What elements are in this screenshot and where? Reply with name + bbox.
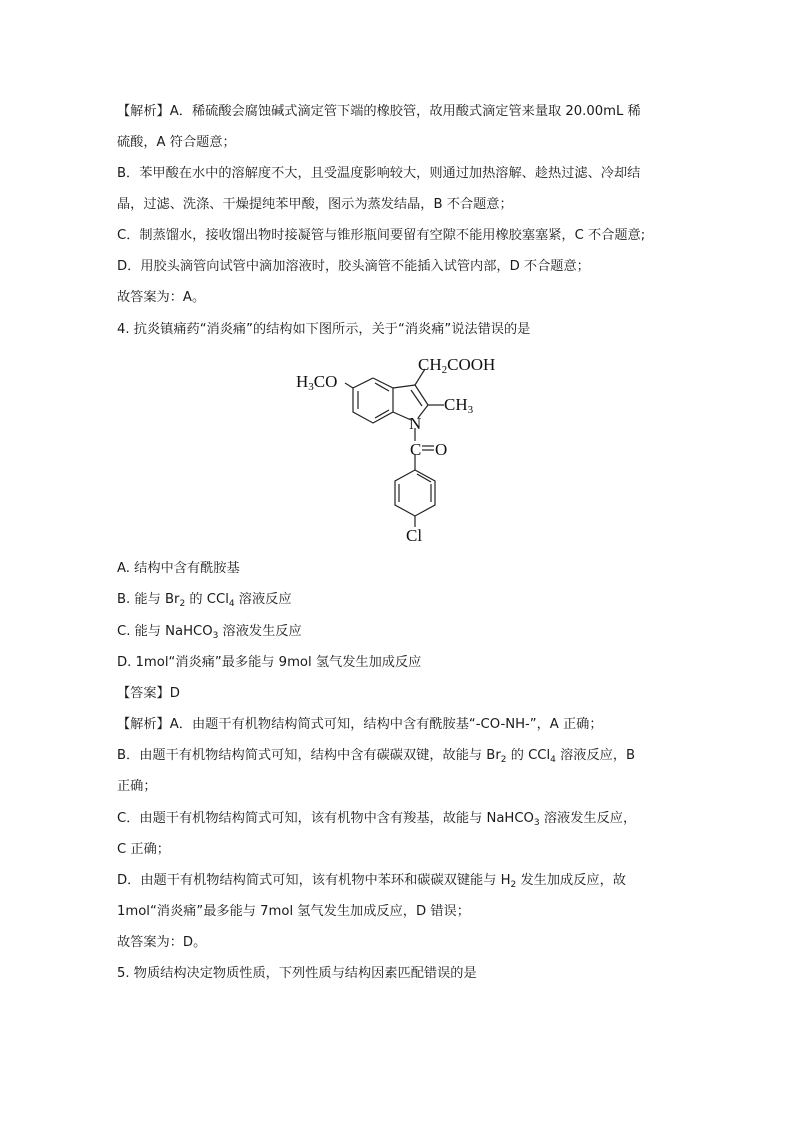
prev-solution-line-3: B．苯甲酸在水中的溶解度不大，且受温度影响较大，则通过加热溶解、趁热过滤、冷却结 — [117, 166, 641, 181]
carbonyl-oxygen-label: O — [435, 440, 448, 459]
answer-label: 【答案】D — [117, 686, 180, 701]
solution-b-line-1: B．由题干有机物结构简式可知，结构中含有碳碳双键，故能与 $Br_2$ 的 CCl$_4$ 溶液反应，B — [117, 748, 636, 765]
prev-solution-line-5: C．制蒸馏水，接收馏出物时接凝管与锥形瓶间要留有空隙不能用橡胶塞塞紧，C 不合题意; — [117, 228, 646, 243]
nitrogen-label: N — [409, 414, 422, 433]
option-d: D. 1mol“消炎痛”最多能与 9mol 氢气发生加成反应 — [117, 655, 422, 670]
solution-c-line-2: C 正确； — [117, 842, 170, 857]
acetic-acid-label: CH2COOH — [418, 355, 496, 376]
option-b: B. 能与 $Br_2$ 的 CCl$_4$ 溶液反应 — [117, 592, 292, 609]
final-answer: 故答案为：D。 — [117, 935, 207, 950]
prev-solution-line-7: 故答案为：A。 — [117, 290, 206, 305]
solution-b-line-2: 正确； — [117, 779, 157, 794]
prev-solution-line-4: 晶，过滤、洗涤、干燥提纯苯甲酸，图示为蒸发结晶，B 不合题意； — [117, 197, 513, 212]
solution-a: 【解析】A．由题干有机物结构简式可知，结构中含有酰胺基“-CO-NH-”，A 正确； — [117, 717, 603, 732]
prev-solution-line-2: 硫酸，A 符合题意； — [117, 135, 236, 150]
option-c: C. 能与 NaHCO$_3$ 溶液发生反应 — [117, 624, 302, 641]
carbonyl-carbon-label: C — [410, 440, 422, 459]
solution-c-line-1: C．由题干有机物结构简式可知，该有机物中含有羧基，故能与 NaHCO$_3$ 溶液发生反应， — [117, 811, 637, 828]
prev-solution-line-6: D．用胶头滴管向试管中滴加溶液时，胶头滴管不能插入试管内部，D 不合题意； — [117, 259, 590, 274]
prev-solution-line-1: 【解析】A．稀硫酸会腐蚀碱式滴定管下端的橡胶管，故用酸式滴定管来量取 20.00mL 稀 — [117, 104, 641, 119]
methyl-label: CH3 — [444, 395, 474, 416]
option-a: A. 结构中含有酰胺基 — [117, 561, 240, 576]
solution-d-line-2: 1mol“消炎痛”最多能与 7mol 氢气发生加成反应，D 错误； — [117, 904, 470, 919]
solution-d-line-1: D．由题干有机物结构简式可知，该有机物中苯环和碳碳双键能与 $H_2$ 发生加成反应，故 — [117, 873, 626, 890]
chlorine-label: Cl — [406, 526, 423, 545]
question-5-stem: 5. 物质结构决定物质性质，下列性质与结构因素匹配错误的是 — [117, 966, 477, 981]
indomethacin-structure-diagram — [280, 345, 520, 545]
methoxy-label: H3CO — [296, 372, 338, 393]
question-4-stem: 4. 抗炎镇痛药“消炎痛”的结构如下图所示，关于“消炎痛”说法错误的是 — [117, 322, 531, 337]
